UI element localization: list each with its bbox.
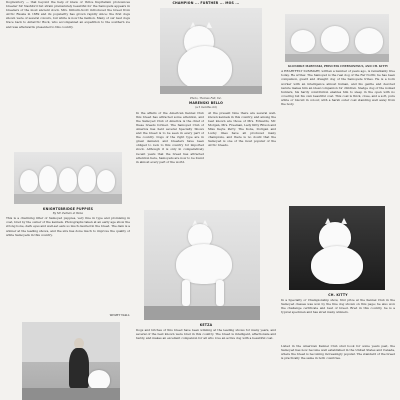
right-body-text-1: A HEARTFELT SUMMARY, written a number of years ago, is remarkably true today. He writes: The Samoyed is the real dog of the Far North; he has been companion, guard and draught dog of the Samoyede tribes. He is a born worker with an intelligence almost human, and his gentle and devoted nature makes him an ideal companion for children. Sledge dog of the nomad hunters, his hardy constitution enables him to sleep in the open with no covering but his own beautiful coat. This coat is thick, close, and a soft, pure white or biscuit in colour, with a harsh outer coat standing well away from the body. <box>281 69 395 107</box>
main-dog-photo <box>160 8 262 94</box>
left-column <box>6 0 130 150</box>
three-dogs-ground <box>285 54 389 62</box>
kitty-photo <box>289 206 385 290</box>
middle-column-text <box>136 96 276 199</box>
kitty-caption: CH. KITTY <box>328 293 348 297</box>
puppies-ground <box>14 194 122 204</box>
middle-text-columns <box>136 111 276 199</box>
middle-column-bottom <box>136 322 276 398</box>
standing-dog-photo <box>144 210 260 320</box>
standing-dog-ground <box>144 306 260 320</box>
puppy-4 <box>78 166 96 192</box>
puppy-5 <box>97 170 115 192</box>
puppy-2 <box>39 166 57 192</box>
right-text-block-3 <box>281 344 395 396</box>
standing-dog-leg-1 <box>182 280 190 306</box>
main-photo-credit: Photo, Thomas Fall, Inc. <box>190 97 222 100</box>
middle-body-text-1: In the affairs of the American Kennel Club this breed has attracted some attention, and the Samoyed Club of America is the chief of these breeds formed. The Samoyed Club of America has held several Specialty Shows and the breed is to be seen in every part of the country. Dogs of the right type are in great demand, and breeders have been obliged to look to this country for imported stock. Although it is only in comparatively recent years that the breed has attracted attention here, Samoyeds are now to be found in almost every part of the world. <box>136 110 204 164</box>
main-caption: MARENSKI BELLO <box>188 101 224 106</box>
puppies-text-block <box>6 216 130 312</box>
puppies-text: This is a charming litter of Samoyed puppies, very fine in type and promising in coat, bred by the owner of the kennels. Photographs taken at an early age show the strong bone, dark eyes and well-set ears so much desired in the breed. The dam is a winner at the leading shows, and the sire has done much to improve the quality of white Samoyeds in this country. <box>6 216 130 237</box>
dog-in-photo <box>88 370 110 390</box>
right-dog-1 <box>291 30 315 52</box>
puppy-3 <box>59 168 77 192</box>
middle-column <box>136 0 276 6</box>
person-figure <box>69 348 89 388</box>
right-text-block-1 <box>281 69 395 203</box>
intro-text-block <box>6 0 130 150</box>
right-dog-2 <box>321 26 349 52</box>
middle-body-text-2: At the present time there are several well-known kennels in this country, and among the best known are those of Mrs. Edwards, Mr. Morgan, Mrs. Freeman, Lady Kitty Ritson and Miss Keyte Perry. The Kobe, Dorigan and Lucky lines have all produced many champions, and there is no doubt that the Samoyed is one of the most popular of the Arctic breeds. <box>208 110 276 148</box>
middle-text-bottom-block <box>136 328 276 398</box>
main-caption-sub: (a 5 months old) <box>195 106 217 110</box>
middle-text-col-2 <box>208 111 276 199</box>
puppies-title: KNIGHTSBRIDGE PUPPIES <box>42 207 94 211</box>
intro-text: Dogmontory — that beyond the help of knew or thrice Kuprialism pronounces breeder Sir Nashford but strain prematurely beautiful for the Samoyeds appears in breeders of the most ancient stock. Mrs. Kilburn-Scott introduced the breed from Arctic Russia in 1889 and its popularity has grown rapidly since; the first dogs shown were of several colours, but white is now the fashion. Many of our best dogs trace back to Antarctic Buck, who accompanied an expedition to the southern ice and was afterwards presented to this country. <box>6 0 130 29</box>
page-header: CHAMPION ... FURTHER ... MOS ... <box>172 1 240 5</box>
left-signature: WIGHT WALL <box>109 313 130 318</box>
dog-ear-right <box>206 22 212 28</box>
right-body-text-2: In a Specialty or Championship show, first prize at the Kennel Club in the Samoyed classes was won by the fine dog shown on this page; he also won the challenge certificate and best of breed. Bred in this country, he is a typical specimen and has sired many winners. <box>281 298 395 315</box>
right-body-text-3: Listed in the American Kennel Club stud book for some years past, the Samoyed has now become well established in the United States and Canada, where the breed is becoming increasingly popular. The standard of the breed is practically the same in both countries. <box>281 344 395 361</box>
ketza-caption: KETZA <box>199 323 213 327</box>
right-column-text <box>281 64 395 203</box>
puppies-byline: By Mr. Pedlam at Wake <box>52 212 84 215</box>
person-photo-ground <box>22 388 120 400</box>
standing-dog-body <box>176 244 232 284</box>
right-text-block-2 <box>281 298 395 344</box>
three-dogs-caption: KLONDIKE MARENSKI, PRINCESS CHERSONESUS, AND CH. KITTY <box>288 65 388 68</box>
right-column-bottom <box>281 292 395 396</box>
main-dog-ground <box>160 86 262 94</box>
right-dog-3 <box>355 28 383 54</box>
main-dog-body <box>178 46 232 90</box>
puppy-1 <box>20 170 38 192</box>
left-column-lower <box>6 206 130 318</box>
standing-dog-leg-2 <box>216 280 224 306</box>
person-photo <box>22 322 120 400</box>
three-dogs-photo <box>285 14 389 62</box>
middle-body-text-3: Dogs and bitches of this breed have been winning at the leading shows for many years, and several of the best known were bred in this country. The breed is intelligent, affectionate and hardy, and makes an excellent companion for all who love an active dog with a beautiful coat. <box>136 328 276 341</box>
kitty-body <box>311 246 363 284</box>
puppies-photo <box>14 152 122 204</box>
middle-text-col-1 <box>136 111 204 199</box>
